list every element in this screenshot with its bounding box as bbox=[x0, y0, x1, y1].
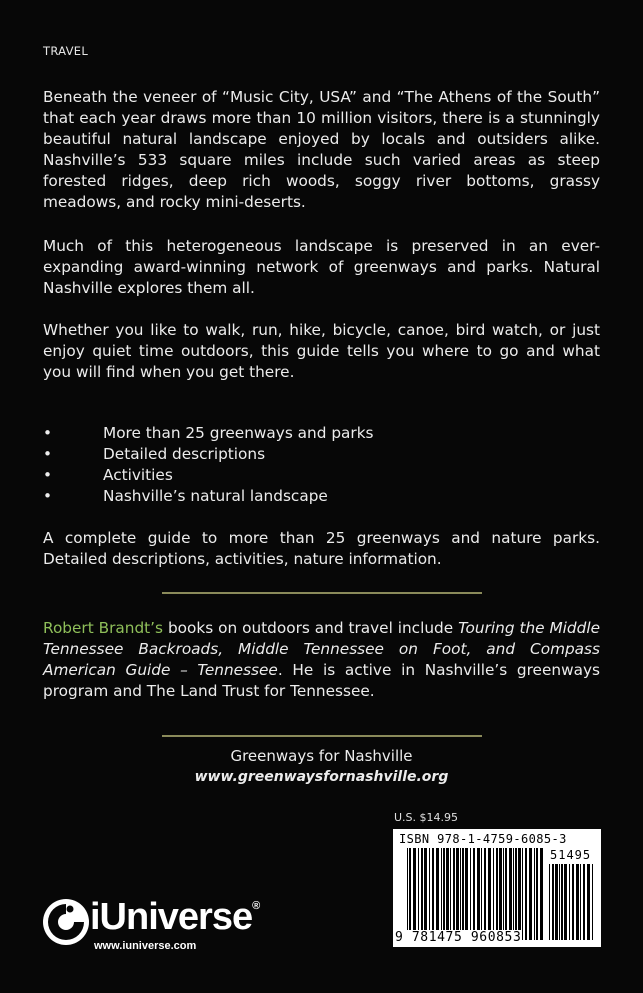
author-bio bbox=[43, 618, 600, 702]
book-titles: Touring the Middle Tennessee Backroads, Middle Tennessee on Foot, and Compass American Guide – Tennessee bbox=[43, 619, 600, 679]
list-item-text: Nashville’s natural landscape bbox=[103, 487, 328, 505]
iuniverse-swirl-icon bbox=[40, 896, 92, 948]
list-item-text: Activities bbox=[103, 466, 173, 484]
barcode-icon bbox=[407, 848, 543, 940]
publisher-url: www.iuniverse.com bbox=[94, 940, 197, 952]
list-item bbox=[43, 444, 600, 465]
ean-number: 9 781475 960853 bbox=[395, 930, 522, 945]
bullet-icon: • bbox=[43, 445, 53, 463]
list-item bbox=[43, 465, 600, 486]
list-item-text: Detailed descriptions bbox=[103, 445, 266, 463]
website-link[interactable]: www.greenwaysfornashville.org bbox=[194, 769, 449, 785]
divider bbox=[162, 592, 482, 594]
divider bbox=[162, 735, 482, 737]
addon-number: 51495 bbox=[550, 848, 592, 862]
description-paragraph-3: Whether you like to walk, run, hike, bicycle, canoe, bird watch, or just enjoy quiet time outdoors, this guide tells you where to go and what you will find when you get there. bbox=[43, 321, 600, 381]
bullet-icon: • bbox=[43, 466, 53, 484]
organization-name: Greenways for Nashville bbox=[230, 747, 413, 765]
bio-text: books on outdoors and travel include bbox=[163, 619, 459, 637]
category-label: TRAVEL bbox=[43, 44, 89, 58]
bio-text-end: . He is active in Nashville’s greenways program and The Land Trust for Tennessee. bbox=[43, 661, 600, 700]
summary-paragraph: A complete guide to more than 25 greenways and nature parks. Detailed descriptions, activities, nature information. bbox=[43, 529, 600, 568]
description-paragraph-1: Beneath the veneer of “Music City, USA” and “The Athens of the South” that each year draws more than 10 million visitors, there is a stunningly beautiful natural landscape enjoyed by locals and outsiders alike. Nashville’s 533 square miles include such varied areas as steep forested ridges, deep rich woods, soggy river bottoms, grassy meadows, and rocky mini-deserts. bbox=[43, 88, 600, 211]
bullet-icon: • bbox=[43, 424, 53, 442]
publisher-name: iUniverse® bbox=[90, 896, 260, 938]
list-item bbox=[43, 423, 600, 444]
addon-barcode-icon bbox=[549, 864, 595, 940]
publisher-logo bbox=[40, 896, 290, 956]
price-label: U.S. $14.95 bbox=[394, 811, 459, 824]
isbn-number: ISBN 978-1-4759-6085-3 bbox=[399, 832, 567, 846]
description-paragraph-2: Much of this heterogeneous landscape is preserved in an ever-expanding award-winning network of greenways and parks. Natural Nashville explores them all. bbox=[43, 237, 600, 297]
author-name: Robert Brandt’s bbox=[43, 619, 164, 637]
isbn-barcode bbox=[393, 829, 601, 947]
feature-list bbox=[43, 423, 600, 507]
bullet-icon: • bbox=[43, 487, 53, 505]
list-item-text: More than 25 greenways and parks bbox=[103, 424, 374, 442]
list-item bbox=[43, 486, 600, 507]
